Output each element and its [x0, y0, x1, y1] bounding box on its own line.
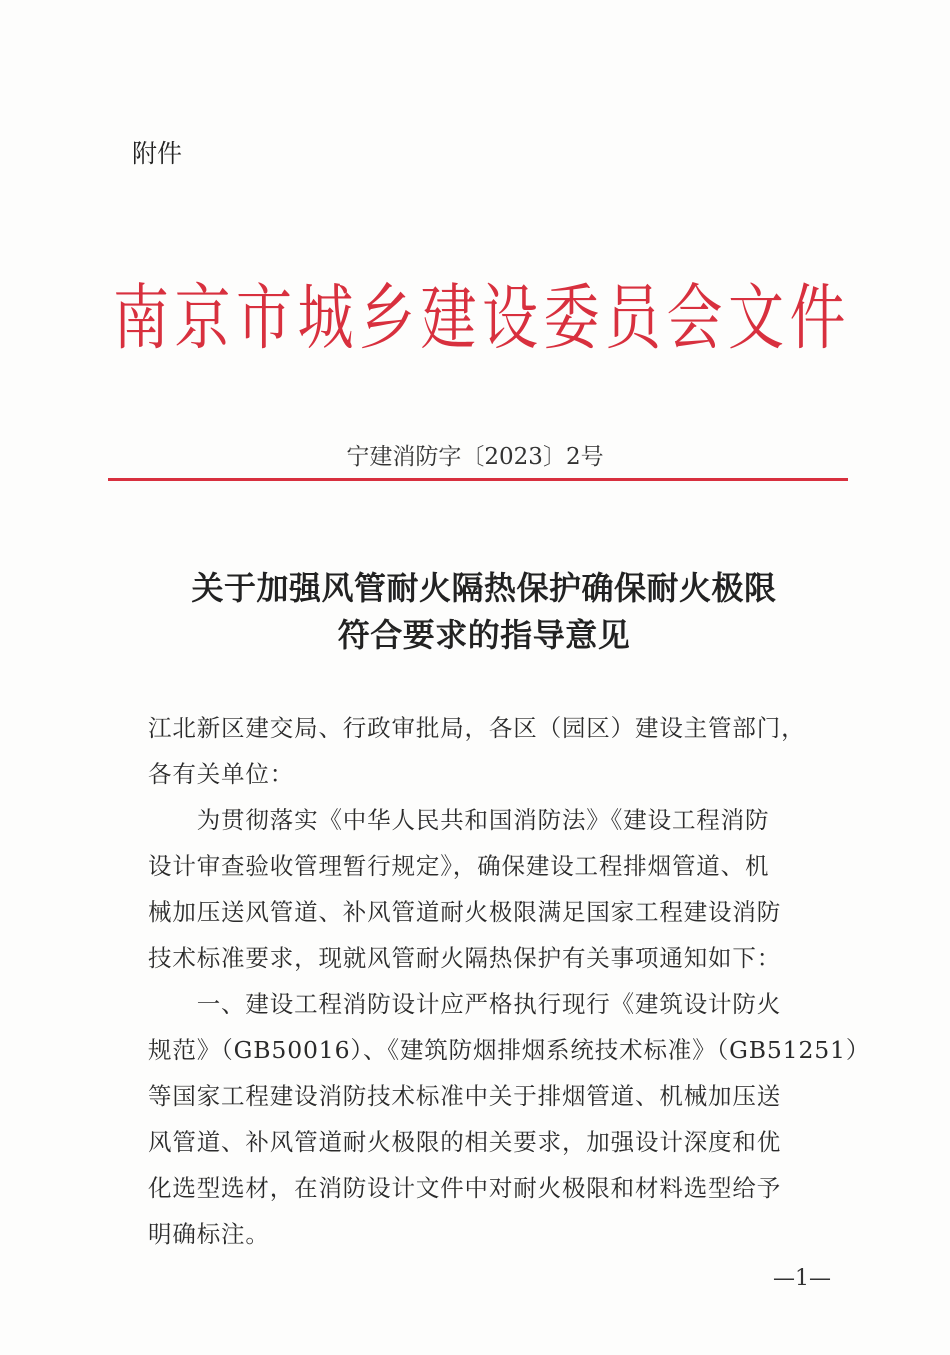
body-text-line: 化选型选材，在消防设计文件中对耐火极限和材料选型给予 — [148, 1174, 782, 1202]
body-text-line: 江北新区建交局、行政审批局，各区（园区）建设主管部门， — [148, 714, 806, 742]
body-text-line: 等国家工程建设消防技术标准中关于排烟管道、机械加压送 — [148, 1082, 782, 1110]
body-text-line: 一、建设工程消防设计应严格执行现行《建筑设计防火 — [148, 990, 782, 1018]
document-number: 宁建消防字〔2023〕2号 — [346, 444, 604, 470]
attachment-label: 附件 — [132, 139, 183, 168]
red-divider — [108, 478, 848, 481]
body-text-line: 械加压送风管道、补风管道耐火极限满足国家工程建设消防 — [148, 898, 782, 926]
document-title-line-1: 关于加强风管耐火隔热保护确保耐火极限 — [191, 569, 777, 607]
body-text-line: 技术标准要求，现就风管耐火隔热保护有关事项通知如下： — [148, 944, 782, 972]
document-title-line-2: 符合要求的指导意见 — [337, 616, 631, 654]
body-text-line: 设计审查验收管理暂行规定》，确保建设工程排烟管道、机 — [148, 852, 770, 880]
body-text-line: 规范》（GB50016）、《建筑防烟排烟系统技术标准》（GB51251） — [148, 1036, 871, 1064]
body-text-line: 各有关单位： — [148, 760, 295, 788]
body-text-line: 为贯彻落实《中华人民共和国消防法》《建设工程消防 — [148, 806, 770, 834]
issuer-header: 南京市城乡建设委员会文件 — [113, 277, 851, 361]
body-text-line: 风管道、补风管道耐火极限的相关要求，加强设计深度和优 — [148, 1128, 782, 1156]
body-text-line: 明确标注。 — [148, 1220, 270, 1248]
page-number: —1— — [773, 1266, 831, 1291]
